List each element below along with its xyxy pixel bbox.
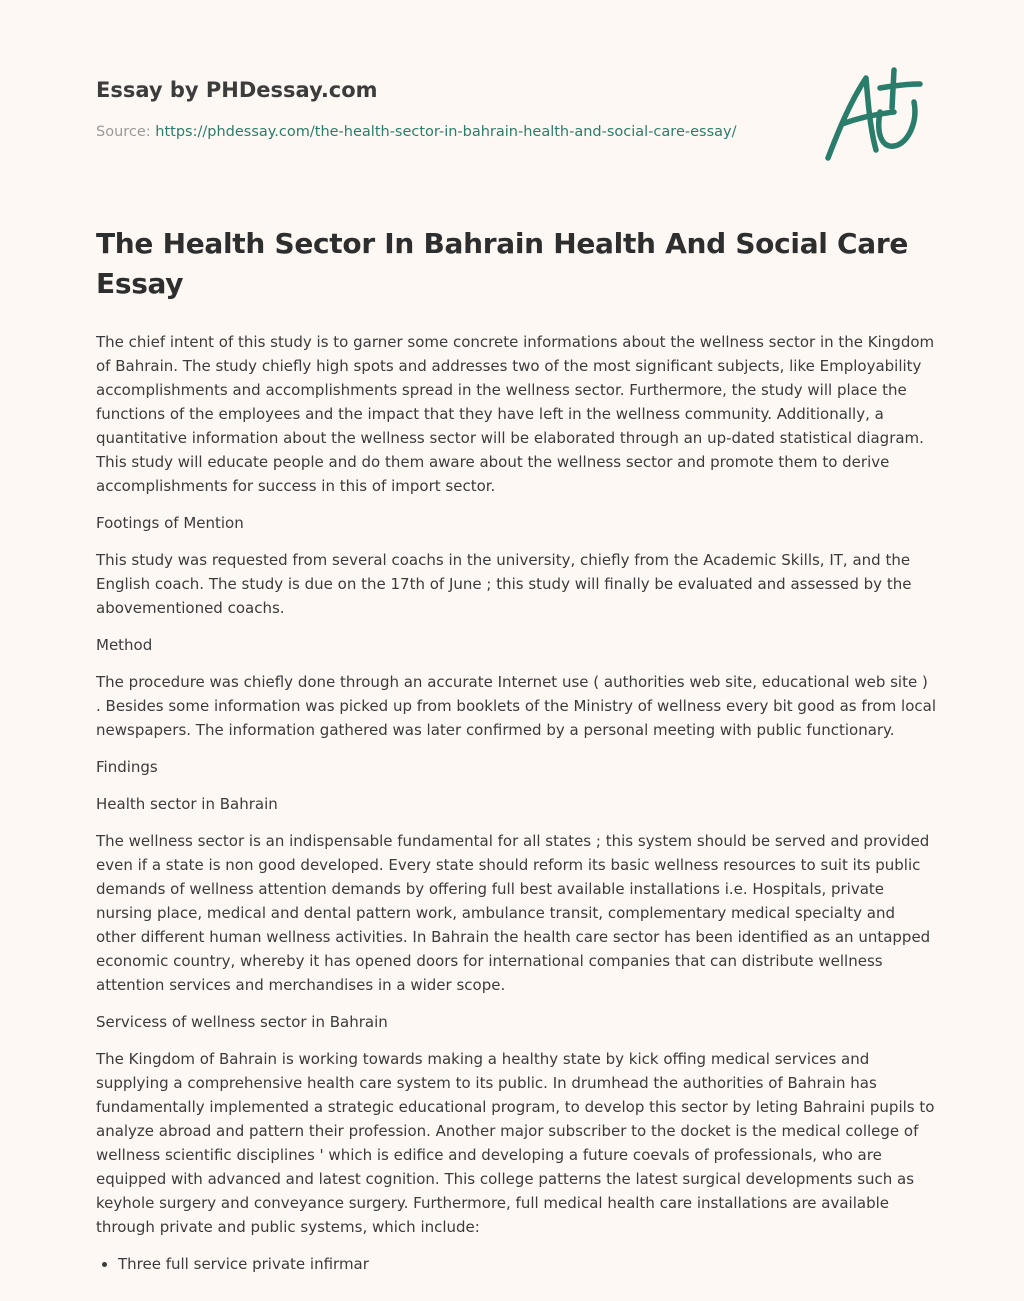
method-paragraph: The procedure was chiefly done through an accurate Internet use ( authorities web site, educational web site ) . Besides some information was picked up from booklets of the Ministry of wellness every bit good as from local newspapers. The information gathered was later confirmed by a personal meeting with public functionary.	[96, 673, 936, 739]
section-heading-footings: Footings of Mention	[96, 514, 244, 532]
footings-paragraph: This study was requested from several coachs in the university, chiefly from the Academic Skills, IT, and the English coach. The study is due on the 17th of June ; this study will finally be evaluated and assessed by the abovementioned coachs.	[96, 551, 912, 617]
services-paragraph: The Kingdom of Bahrain is working towards making a healthy state by kick offing medical services and supplying a comprehensive health care system to its public. In drumhead the authorities of Bahrain has fundamentally implemented a strategic educational program, to develop this sector by leting Bahraini pupils to analyze abroad and pattern their profession. Another major subscriber to the docket is the medical college of wellness scientific disciplines ' which is edifice and developing a future coevals of professionals, who are equipped with advanced and latest cognition. This college patterns the latest surgical developments such as keyhole surgery and conveyance surgery. Furthermore, full medical health care installations are available through private and public systems, which include:	[96, 1050, 935, 1236]
intro-paragraph: The chief intent of this study is to garner some concrete informations about the wellness sector in the Kingdom of Bahrain. The study chiefly high spots and addresses two of the most significant subjects, like Employability accomplishments and accomplishments spread in the wellness sector. Furthermore, the study will place the functions of the employees and the impact that they have left in the wellness community. Additionally, a quantitative information about the wellness sector will be elaborated through an up-dated statistical diagram. This study will educate people and do them aware about the wellness sector and promote them to derive accomplishments for success in this of import sector.	[96, 333, 935, 495]
section-heading-findings: Findings	[96, 758, 158, 776]
page-header	[96, 76, 928, 140]
article-title: The Health Sector In Bahrain Health And Social Care Essay	[96, 227, 909, 300]
section-heading-services: Servicess of wellness sector in Bahrain	[96, 1013, 388, 1031]
brand-title: Essay by PHDessay.com	[96, 78, 378, 102]
source-label: Source:	[96, 124, 156, 140]
source-line	[96, 124, 736, 140]
source-link[interactable]: https://phdessay.com/the-health-sector-in-bahrain-health-and-social-care-essay/	[155, 124, 737, 140]
facilities-list	[96, 1252, 936, 1276]
list-item: • Three full service private infirmar	[118, 1252, 936, 1276]
article	[96, 224, 936, 1276]
section-heading-method: Method	[96, 636, 153, 654]
health-sector-paragraph: The wellness sector is an indispensable fundamental for all states ; this system should be served and provided even if a state is non good developed. Every state should reform its basic wellness resources to suit its public demands of wellness attention demands by offering full best available installations i.e. Hospitals, private nursing place, medical and dental pattern work, ambulance transit, complementary medical specialty and other different human wellness activities. In Bahrain the health care sector has been identified as an untapped economic country, whereby it has opened doors for international companies that can distribute wellness attention services and merchandises in a wider scope.	[96, 832, 931, 994]
section-heading-health-sector: Health sector in Bahrain	[96, 795, 278, 813]
a-plus-logo-icon	[818, 62, 930, 166]
